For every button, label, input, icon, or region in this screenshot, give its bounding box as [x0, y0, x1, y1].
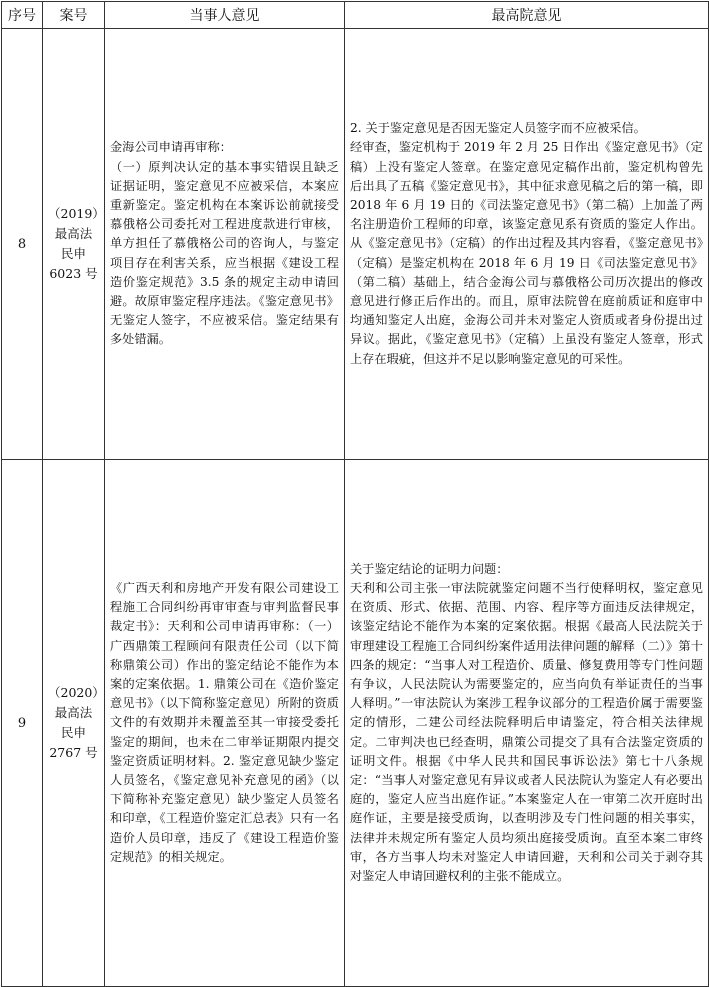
- case-number: （2020） 最高法 民申 2767 号: [43, 460, 105, 987]
- court-opinion-cell: 关于鉴定结论的证明力问题： 天利和公司主张一审法院就鉴定问题不当行使释明权，鉴定意见在资质、形式、依据、范围、内容、程序等方面违反法律规定，该鉴定结论不能作为本案的定案依据。根据《最高人民法院关于审理建设工程施工合同纠纷案件适用法律问题的解释（二）》第十四条的规定：“当事人对工程造价、质量、修复费用等专门性问题有争议，人民法院认为需要鉴定的，应当向负有举证责任的当事人释明。”一审法院认为案涉工程争议部分的工程造价属于需要鉴定的情形，二建公司经法院释明后申请鉴定，符合相关法律规定。二审判决也已经查明，鼎策公司提交了具有合法鉴定资质的证明文件。根据《中华人民共和国民事诉讼法》第七十八条规定：“当事人对鉴定意见有异议或者人民法院认为鉴定人有必要出庭的，鉴定人应当出庭作证。”本案鉴定人在一审第二次开庭时出庭作证，主要是接受质询，以查明涉及专门性问题的相关事实，法律并未规定所有鉴定人员均须出庭接受质询。直至本案二审终审，各方当事人均未对鉴定人申请回避，天利和公司关于剥夺其对鉴定人申请回避权利的主张不能成立。: [345, 460, 709, 987]
- court-opinion-cell: 2. 关于鉴定意见是否因无鉴定人员签字而不应被采信。 经审查，鉴定机构于 2019 年 2 月 25 日作出《鉴定意见书》（定稿）上没有鉴定人签章。在鉴定意见定稿作出前，鉴定机构曾先后出具了五稿《鉴定意见书》，其中征求意见稿之后的第一稿，即 2018 年 6 月 19 日的《司法鉴定意见书》（第二稿）上加盖了两名注册造价工程师的印章，该鉴定意见系有资质的鉴定人作出。从《鉴定意见书》（定稿）的作出过程及其内容看，《鉴定意见书》（定稿）是鉴定机构在 2018 年 6 月 19 日《司法鉴定意见书》（第二稿）基础上，结合金海公司与慕俄格公司历次提出的修改意见进行修正后作出的。而且，原审法院曾在庭前质证和庭审中均通知鉴定人出庭，金海公司并未对鉴定人资质或者身份提出过异议。据此，《鉴定意见书》（定稿）上虽没有鉴定人签章，形式上存在瑕疵，但这并不足以影响鉴定意见的可采性。: [345, 29, 709, 460]
- table-row: [2, 29, 709, 460]
- table-header-row: [2, 2, 709, 29]
- table-row: [2, 460, 709, 987]
- header-party-opinion: 当事人意见: [105, 2, 345, 29]
- header-court-opinion: 最高院意见: [345, 2, 709, 29]
- row-index: 9: [2, 460, 43, 987]
- header-case-no: 案号: [43, 2, 105, 29]
- case-number: （2019） 最高法 民申 6023 号: [43, 29, 105, 460]
- opinion-table: [1, 1, 709, 987]
- header-index: 序号: [2, 2, 43, 29]
- row-index: 8: [2, 29, 43, 460]
- party-opinion-cell: 金海公司申请再审称： （一）原判决认定的基本事实错误且缺乏证据证明，鉴定意见不应被采信，本案应重新鉴定。鉴定机构在本案诉讼前就接受慕俄格公司委托对工程进度款进行审核，单方担任了慕俄格公司的咨询人，与鉴定项目存在利害关系，应当根据《建设工程造价鉴定规范》3.5 条的规定主动申请回避。故原审鉴定程序违法。《鉴定意见书》无鉴定人签字，不应被采信。鉴定结果有多处错漏。: [105, 29, 345, 460]
- party-opinion-cell: 《广西天利和房地产开发有限公司建设工程施工合同纠纷再审审查与审判监督民事裁定书》：天利和公司申请再审称：（一）广西鼎策工程顾问有限责任公司（以下简称鼎策公司）作出的鉴定结论不能作为本案的定案依据。1. 鼎策公司在《造价鉴定意见书》（以下简称鉴定意见）所附的资质文件的有效期并未覆盖至其一审接受委托鉴定的期间，也未在二审举证期限内提交鉴定资质证明材料。2. 鉴定意见缺少鉴定人员签名，《鉴定意见补充意见的函》（以下简称补充鉴定意见）缺少鉴定人员签名和印章，《工程造价鉴定汇总表》只有一名造价人员印章，违反了《建设工程造价鉴定规范》的相关规定。: [105, 460, 345, 987]
